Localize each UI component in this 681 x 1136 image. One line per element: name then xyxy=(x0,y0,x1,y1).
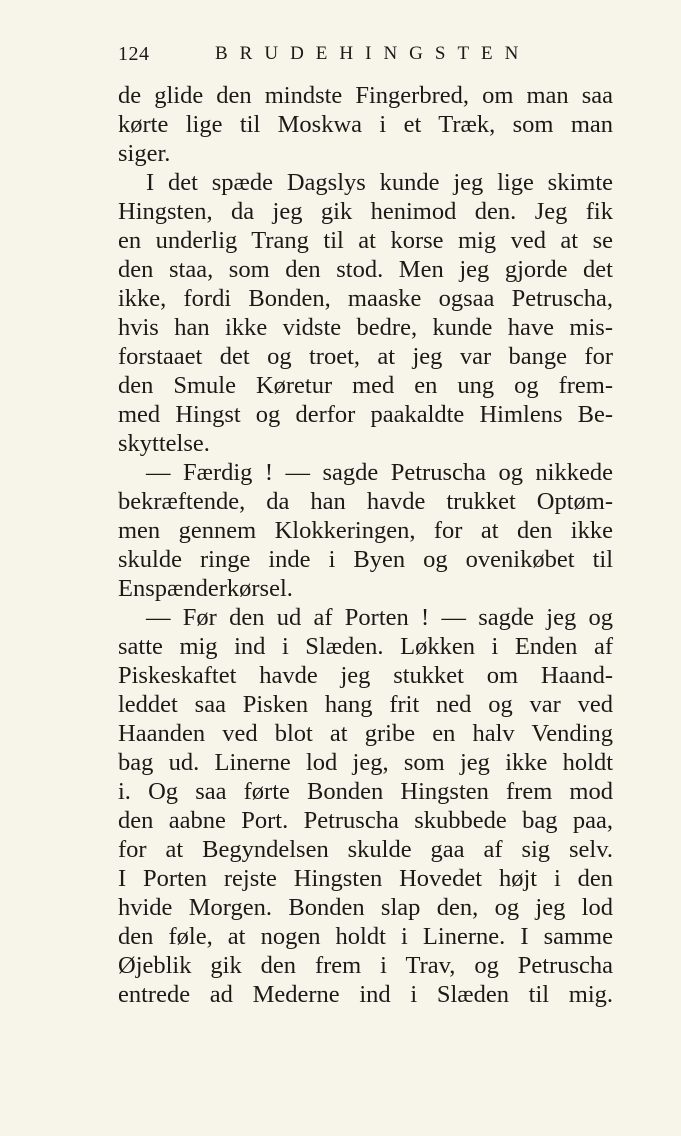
text-line: Haanden ved blot at gribe en halv Vending xyxy=(118,720,613,747)
text-line: Hingsten, da jeg gik henimod den. Jeg fik xyxy=(118,198,613,225)
text-line: den føle, at nogen holdt i Linerne. I samme xyxy=(118,923,613,950)
text-line: Enspænderkørsel. xyxy=(118,575,293,602)
text-line: I det spæde Dagslys kunde jeg lige skimte xyxy=(146,169,613,196)
text-line: Øjeblik gik den frem i Trav, og Petruscha xyxy=(118,952,613,979)
text-line: bekræftende, da han havde trukket Optøm- xyxy=(118,488,613,515)
text-line: hvis han ikke vidste bedre, kunde have mis- xyxy=(118,314,613,341)
text-line: ikke, fordi Bonden, maaske ogsaa Petruscha, xyxy=(118,285,613,312)
text-line: hvide Morgen. Bonden slap den, og jeg lod xyxy=(118,894,613,921)
text-line: kørte lige til Moskwa i et Træk, som man xyxy=(118,111,613,138)
text-line: bag ud. Linerne lod jeg, som jeg ikke holdt xyxy=(118,749,613,776)
text-line: skyttelse. xyxy=(118,430,210,457)
text-line: en underlig Trang til at korse mig ved at se xyxy=(118,227,613,254)
text-line: I Porten rejste Hingsten Hovedet højt i den xyxy=(118,865,613,892)
text-line: de glide den mindste Fingerbred, om man saa xyxy=(118,82,613,109)
text-line: forstaaet det og troet, at jeg var bange for xyxy=(118,343,613,370)
text-line: den aabne Port. Petruscha skubbede bag paa, xyxy=(118,807,613,834)
text-line: skulde ringe inde i Byen og ovenikøbet til xyxy=(118,546,613,573)
text-line: siger. xyxy=(118,140,171,167)
page-number: 124 xyxy=(118,43,150,65)
text-line: den staa, som den stod. Men jeg gjorde det xyxy=(118,256,613,283)
text-line: for at Begyndelsen skulde gaa af sig selv. xyxy=(118,836,613,863)
text-line: med Hingst og derfor paakaldte Himlens Be- xyxy=(118,401,613,428)
text-line: leddet saa Pisken hang frit ned og var ved xyxy=(118,691,613,718)
text-line: — Før den ud af Porten ! — sagde jeg og xyxy=(146,604,613,631)
text-line: den Smule Køretur med en ung og frem- xyxy=(118,372,613,399)
text-line: men gennem Klokkeringen, for at den ikke xyxy=(118,517,613,544)
running-title: BRUDEHINGSTEN xyxy=(215,43,531,64)
text-line: satte mig ind i Slæden. Løkken i Enden af xyxy=(118,633,613,660)
text-line: entrede ad Mederne ind i Slæden til mig. xyxy=(118,981,613,1008)
page-header xyxy=(118,43,618,73)
text-line: — Færdig ! — sagde Petruscha og nikkede xyxy=(146,459,613,486)
text-line: Piskeskaftet havde jeg stukket om Haand- xyxy=(118,662,613,689)
text-line: i. Og saa førte Bonden Hingsten frem mod xyxy=(118,778,613,805)
